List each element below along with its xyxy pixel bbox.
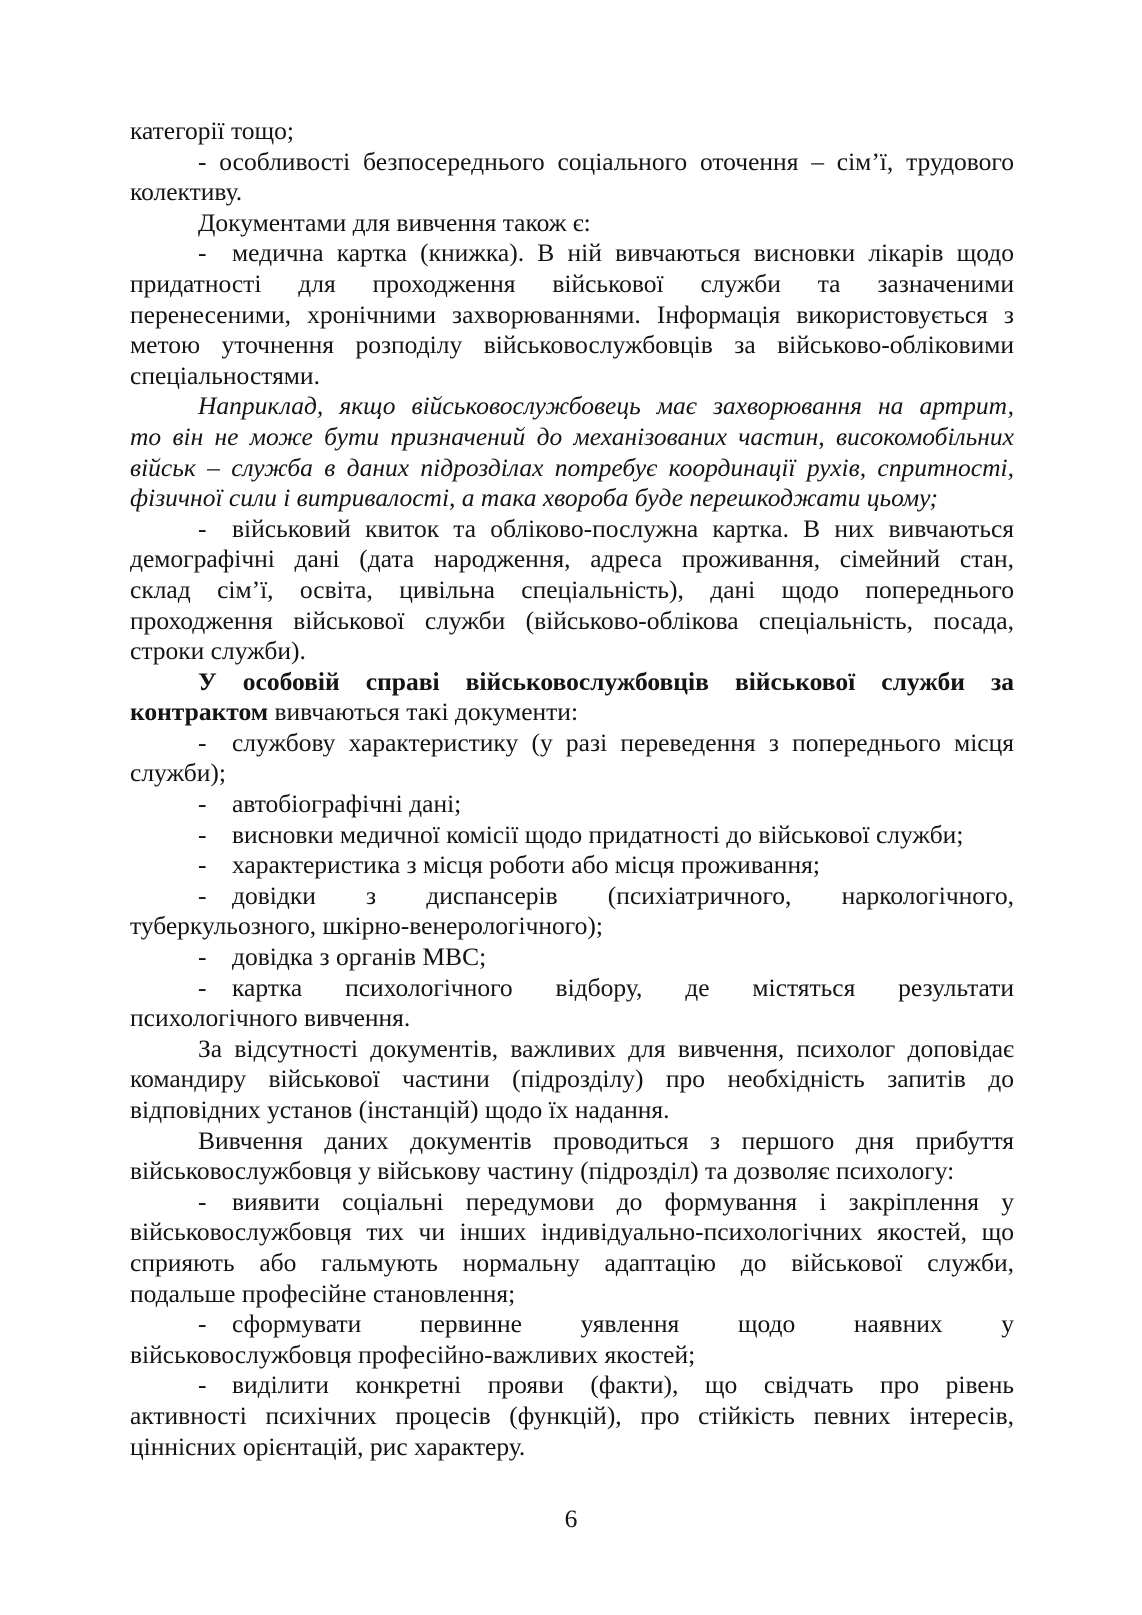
text-segment: За відсутності документів, важливих для вивчення, психолог доповідає [198, 1033, 1014, 1063]
text-line [130, 1217, 1014, 1248]
text-line [130, 820, 1014, 851]
text-line [130, 177, 1014, 208]
text-segment: - характеристика з місця роботи або місця проживання; [198, 850, 820, 880]
text-line [130, 1003, 1014, 1034]
text-segment: вивчаються такі документи: [268, 697, 579, 727]
text-line [130, 116, 1014, 147]
text-line [130, 850, 1014, 881]
text-line [130, 575, 1014, 606]
text-line [130, 1309, 1014, 1340]
text-segment: психологічного вивчення. [130, 1003, 411, 1033]
text-line [130, 483, 1014, 514]
text-line [130, 1126, 1014, 1157]
text-line [130, 361, 1014, 392]
text-line [130, 606, 1014, 637]
text-line [130, 269, 1014, 300]
text-segment: - автобіографічні дані; [198, 789, 462, 819]
text-segment: то він не може бути призначений до механізованих частин, високомобільних [130, 421, 1014, 451]
text-line [130, 758, 1014, 789]
text-line [130, 330, 1014, 361]
text-segment: туберкульозного, шкірно-венерологічного); [130, 911, 603, 941]
text-line [130, 1034, 1014, 1065]
text-line [130, 789, 1014, 820]
text-segment: відповідних установ (інстанцій) щодо їх надання. [130, 1095, 670, 1124]
text-segment: військ – служба в даних підрозділах потребує координації рухів, спритності, [130, 452, 1014, 482]
text-segment: - медична картка (книжка). В ній вивчаються висновки лікарів щодо [198, 238, 1014, 268]
text-segment: військовослужбовця у військову частину (підрозділ) та дозволяє психологу: [130, 1156, 955, 1186]
text-line [130, 1095, 1014, 1126]
page-number: 6 [564, 1504, 578, 1533]
text-line [130, 911, 1014, 942]
text-segment: контрактом [130, 697, 269, 727]
text-segment: придатності для проходження військової служби та зазначеними [130, 268, 1014, 298]
text-line [130, 1432, 1014, 1463]
text-line [130, 1064, 1014, 1095]
text-segment: подальше професійне становлення; [130, 1278, 516, 1308]
text-line [130, 667, 1014, 698]
page-text [130, 116, 1014, 1462]
text-segment: склад сім’ї, освіта, цивільна спеціальність), дані щодо попереднього [130, 574, 1014, 604]
text-segment: військовослужбовця тих чи інших індивідуально-психологічних якостей, що [130, 1217, 1014, 1247]
text-line [130, 300, 1014, 331]
text-segment: служби); [130, 758, 226, 788]
text-segment: - сформувати первинне уявлення щодо наявних у [198, 1309, 1014, 1339]
text-line [130, 1156, 1014, 1187]
text-line [130, 1248, 1014, 1279]
text-segment: - особливості безпосереднього соціального оточення – сім’ї, трудового [198, 146, 1014, 176]
text-segment: - військовий квиток та обліково-послужна картка. В них вивчаються [198, 513, 1014, 543]
text-line [130, 453, 1014, 484]
text-segment: - службову характеристику (у разі переведення з попереднього місця [198, 727, 1014, 757]
text-line [130, 544, 1014, 575]
text-segment: - довідка з органів МВС; [198, 942, 487, 972]
text-segment: Наприклад, якщо військовослужбовець має захворювання на артрит, [198, 391, 1014, 421]
text-line [130, 1187, 1014, 1218]
text-line [130, 1340, 1014, 1371]
text-line [130, 1279, 1014, 1310]
text-line [130, 881, 1014, 912]
text-segment: перенесеними, хронічними захворюваннями. Інформація використовується з [130, 299, 1014, 329]
text-segment: категорії тощо; [130, 116, 295, 145]
text-line [130, 728, 1014, 759]
text-segment: проходження військової служби (військово-облікова спеціальність, посада, [130, 605, 1014, 635]
text-segment: У особовій справі військовослужбовців військової служби за [198, 666, 1014, 696]
text-segment: - висновки медичної комісії щодо придатності до військової служби; [198, 819, 964, 849]
text-segment: колективу. [130, 177, 243, 207]
text-line [130, 208, 1014, 239]
text-line [130, 973, 1014, 1004]
text-segment: - довідки з диспансерів (психіатричного, наркологічного, [198, 880, 1014, 910]
text-segment: активності психічних процесів (функцій), про стійкість певних інтересів, [130, 1400, 1014, 1430]
text-line [130, 636, 1014, 667]
text-segment: фізичної сили і витривалості, а така хвороба буде перешкоджати цьому; [130, 483, 938, 513]
text-segment: Документами для вивчення також є: [198, 207, 591, 237]
text-segment: командиру військової частини (підрозділу) про необхідність запитів до [130, 1064, 1014, 1094]
text-segment: Вивчення даних документів проводиться з першого дня прибуття [198, 1125, 1014, 1155]
text-segment: метою уточнення розподілу військовослужбовців за військово-обліковими [130, 330, 1014, 360]
text-segment: - картка психологічного відбору, де містяться результати [198, 972, 1014, 1002]
text-line [130, 238, 1014, 269]
text-line [130, 942, 1014, 973]
text-line [130, 1370, 1014, 1401]
text-segment: сприяють або гальмують нормальну адаптацію до військової служби, [130, 1247, 1014, 1277]
text-line [130, 147, 1014, 178]
text-segment: ціннісних орієнтацій, рис характеру. [130, 1431, 526, 1461]
text-segment: - виділити конкретні прояви (факти), що свідчать про рівень [198, 1370, 1014, 1400]
text-segment: військовослужбовця професійно-важливих якостей; [130, 1339, 696, 1369]
text-line [130, 697, 1014, 728]
text-line [130, 391, 1014, 422]
text-segment: строки служби). [130, 636, 306, 666]
text-segment: спеціальностями. [130, 360, 320, 390]
text-line [130, 514, 1014, 545]
text-segment: демографічні дані (дата народження, адреса проживання, сімейний стан, [130, 544, 1014, 574]
text-segment: - виявити соціальні передумови до формування і закріплення у [198, 1186, 1014, 1216]
text-line [130, 422, 1014, 453]
text-line [130, 1401, 1014, 1432]
